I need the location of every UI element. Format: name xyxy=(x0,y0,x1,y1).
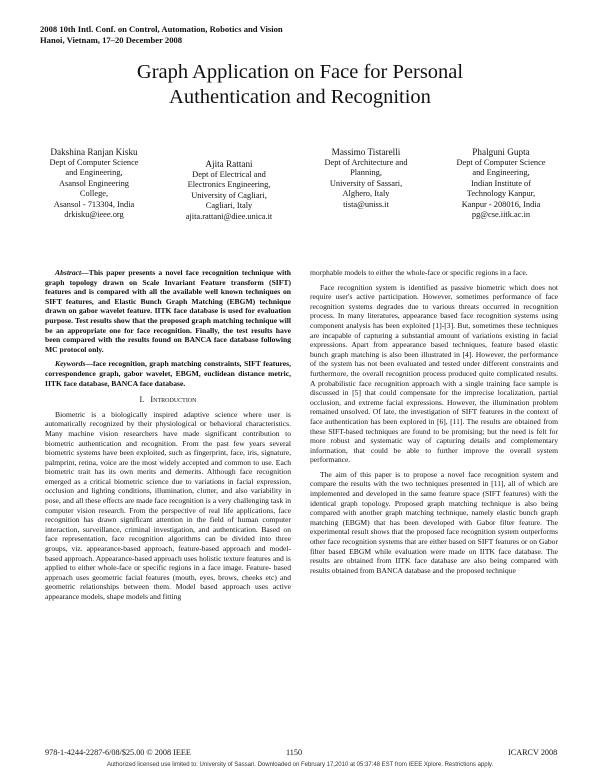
author-affiliation-line: Dept of Computer Science xyxy=(456,158,546,167)
author-block xyxy=(304,146,428,210)
author-name: Massimo Tistarelli xyxy=(331,147,401,157)
section-number: I. xyxy=(139,395,145,405)
author-affiliation-line: Planning, xyxy=(350,168,382,178)
right-column xyxy=(310,268,558,726)
section-title: Introduction xyxy=(150,395,197,405)
author-affiliation-line: Kanpur - 208016, India xyxy=(461,199,541,209)
author-affiliation-line: University of Sassari, xyxy=(329,178,403,188)
title-line-1: Graph Application on Face for Personal xyxy=(136,61,464,83)
author-email: pg@cse.iitk.ac.in xyxy=(471,210,531,220)
footer-venue: ICARCV 2008 xyxy=(508,748,558,757)
author-block xyxy=(436,146,566,220)
author-block xyxy=(164,158,294,222)
abstract xyxy=(45,268,291,354)
author-affiliation-line: Electronics Engineering, xyxy=(187,180,271,190)
keywords-text: face recognition, graph matching constraints, SIFT features, correspondence graph, gabor wavelet, EBGM, euclidean distance metric, IITK face database, BANCA face database. xyxy=(45,359,291,388)
author-email: tista@uniss.it xyxy=(343,199,389,209)
author-affiliation-line: and Engineering, xyxy=(472,168,530,178)
author-affiliation-line: Asansol Engineering xyxy=(58,178,129,188)
author-affiliation-line: Dept of Computer Science xyxy=(49,158,139,167)
body-paragraph: The aim of this paper is to propose a novel face recognition system and compare the results with the two techniques presented in [11], all of which are implemented and developed in the same feature space (SIFT features) with the identical graph topology. Proposed graph matching technique is also being compared with another graph matching technique, namely elastic bunch graph matching (EBGM) that has been developed with Gabor filter feature. The experimental result shows that the proposed face recognition system outperforms other face recognition systems that are either based on SIFT features or on Gabor filter based EBGM while evaluation were made on IITK face database. The results are obtained from IITK face database are also being compared with results obtained from BANCA database and the proposed technique xyxy=(310,469,558,575)
body-paragraph: Face recognition system is identified as passive biometric which does not require user's active participation. However, sometimes performance of face recognition systems degrades due to various threats occurred in recognition process. In many literatures, appearance based face recognition systems using component analysis has been exploited [1]-[3]. But, sometimes these techniques are incapable of capturing a substantial amount of variations existing in facial expressions. Apart from appearance based techniques, feature based elastic bunch graph matching is also been illustrated in [4]. However, the performance of the system has not been evaluated and tested under different constraints and furthermore, the overall recognition process produced quite complicated results. A probabilistic face recognition approach with a single training face sample is discussed in [5] that could compensate for the imprecise localization, partial occlusion, and extreme facial expressions. However, the illumination problem remained unsolved. Of late, the investigation of SIFT features in the context of face authentication has been explored in [6], [11]. The results are obtained from these SIFT-based techniques are found to be promising; but the need is felt for more robust and systematic way of capturing details and complementary information, that could be able to further improve the overall system performance. xyxy=(310,282,558,465)
abstract-text: This paper presents a novel face recognition technique with graph topology drawn on Scale Invariant Feature transform (SIFT) features and is compared with all the available well known techniques on SIFT features, and Elastic Bunch Graph Matching (EBGM) technique drawn on gabor wavelet feature. IITK face database is used for evaluation purpose. Test results show that the proposed graph matching technique will be an appropriate one for face recognition. Finally, the test results have been compared with the results found on BANCA face database following MC protocol only. xyxy=(45,268,291,354)
title-line-2: Authentication and Recognition xyxy=(169,86,431,108)
section-heading xyxy=(45,395,291,405)
author-name: Dakshina Ranjan Kisku xyxy=(50,147,138,157)
paper-title xyxy=(0,60,600,110)
author-affiliation-line: Alghero, Italy xyxy=(342,189,390,199)
keywords-label: Keywords— xyxy=(55,359,93,369)
author-name: Ajita Rattani xyxy=(205,159,253,169)
author-affiliation-line: and Engineering, xyxy=(65,168,123,178)
keywords xyxy=(45,359,291,388)
author-block xyxy=(28,146,160,220)
author-affiliation-line: Asansol - 713304, India xyxy=(53,199,135,209)
conference-line-1: 2008 10th Intl. Conf. on Control, Automation, Robotics and Vision xyxy=(40,24,283,34)
author-affiliation-line: Technology Kanpur, xyxy=(466,189,536,199)
intro-paragraph: Biometric is a biologically inspired adaptive science where user is automatically recognized by their physiological or behavioral characteristics. Many machine vision researchers have made significant contribution to biometric authentication and recognition. From the past few years several biometric systems have been exploited, such as fingerprint, face, iris, signature, palmprint, retina, voice are the most widely accepted and common to use. Each biometric trait has its own merits and demerits. Although face recognition emerged as a critical biometric science due to variations in facial expression, occlusion and lighting conditions, illumination, clutter, and also variability in pose, and all these effects are made face recognition is a very challenging task in computer vision research. From the perspective of real life applications, face recognition has drawn significant attention in the field of human computer interaction, surveillance, criminal investigation, and authentication. Based on face representation, face recognition algorithms can be divided into three groups, viz. appearance-based approach, feature-based approach and model-based approach. Appearance-based approach uses holistic texture features and is applied to either whole-face or specific regions in a face image. Feature- based approach uses geometric facial features (mouth, eyes, brows, cheeks etc) and geometric relationships between them. Model based approach uses active appearance models, shape models and fitting xyxy=(45,409,291,601)
author-email: drkisku@ieee.org xyxy=(64,210,124,220)
conference-line-2: Hanoi, Vietnam, 17–20 December 2008 xyxy=(40,35,183,45)
footer-page-number: 1150 xyxy=(286,748,303,757)
left-column xyxy=(45,268,291,726)
footer-isbn: 978-1-4244-2287-6/08/$25.00 © 2008 IEEE xyxy=(45,748,191,757)
author-email: ajita.rattani@diee.unica.it xyxy=(185,211,273,221)
author-affiliation-line: Cagliari, Italy xyxy=(205,201,253,211)
author-affiliation-line: University of Cagliari, xyxy=(191,190,267,200)
abstract-label: Abstract— xyxy=(55,268,89,277)
author-affiliation-line: Indian Institute of xyxy=(470,178,531,188)
author-affiliation-line: College, xyxy=(79,189,109,199)
license-notice: Authorized licensed use limited to: University of Sassari. Downloaded on February 17,2010 at 05:37:48 EST from IEEE Xplore. Restrictions apply. xyxy=(106,762,494,768)
author-name: Phalguni Gupta xyxy=(472,147,530,157)
conference-header xyxy=(40,24,283,46)
body-paragraph: morphable models to either the whole-face or specific regions in a face. xyxy=(310,268,528,277)
author-affiliation-line: Dept of Electrical and xyxy=(192,170,266,179)
author-affiliation-line: Dept of Architecture and xyxy=(324,158,408,167)
